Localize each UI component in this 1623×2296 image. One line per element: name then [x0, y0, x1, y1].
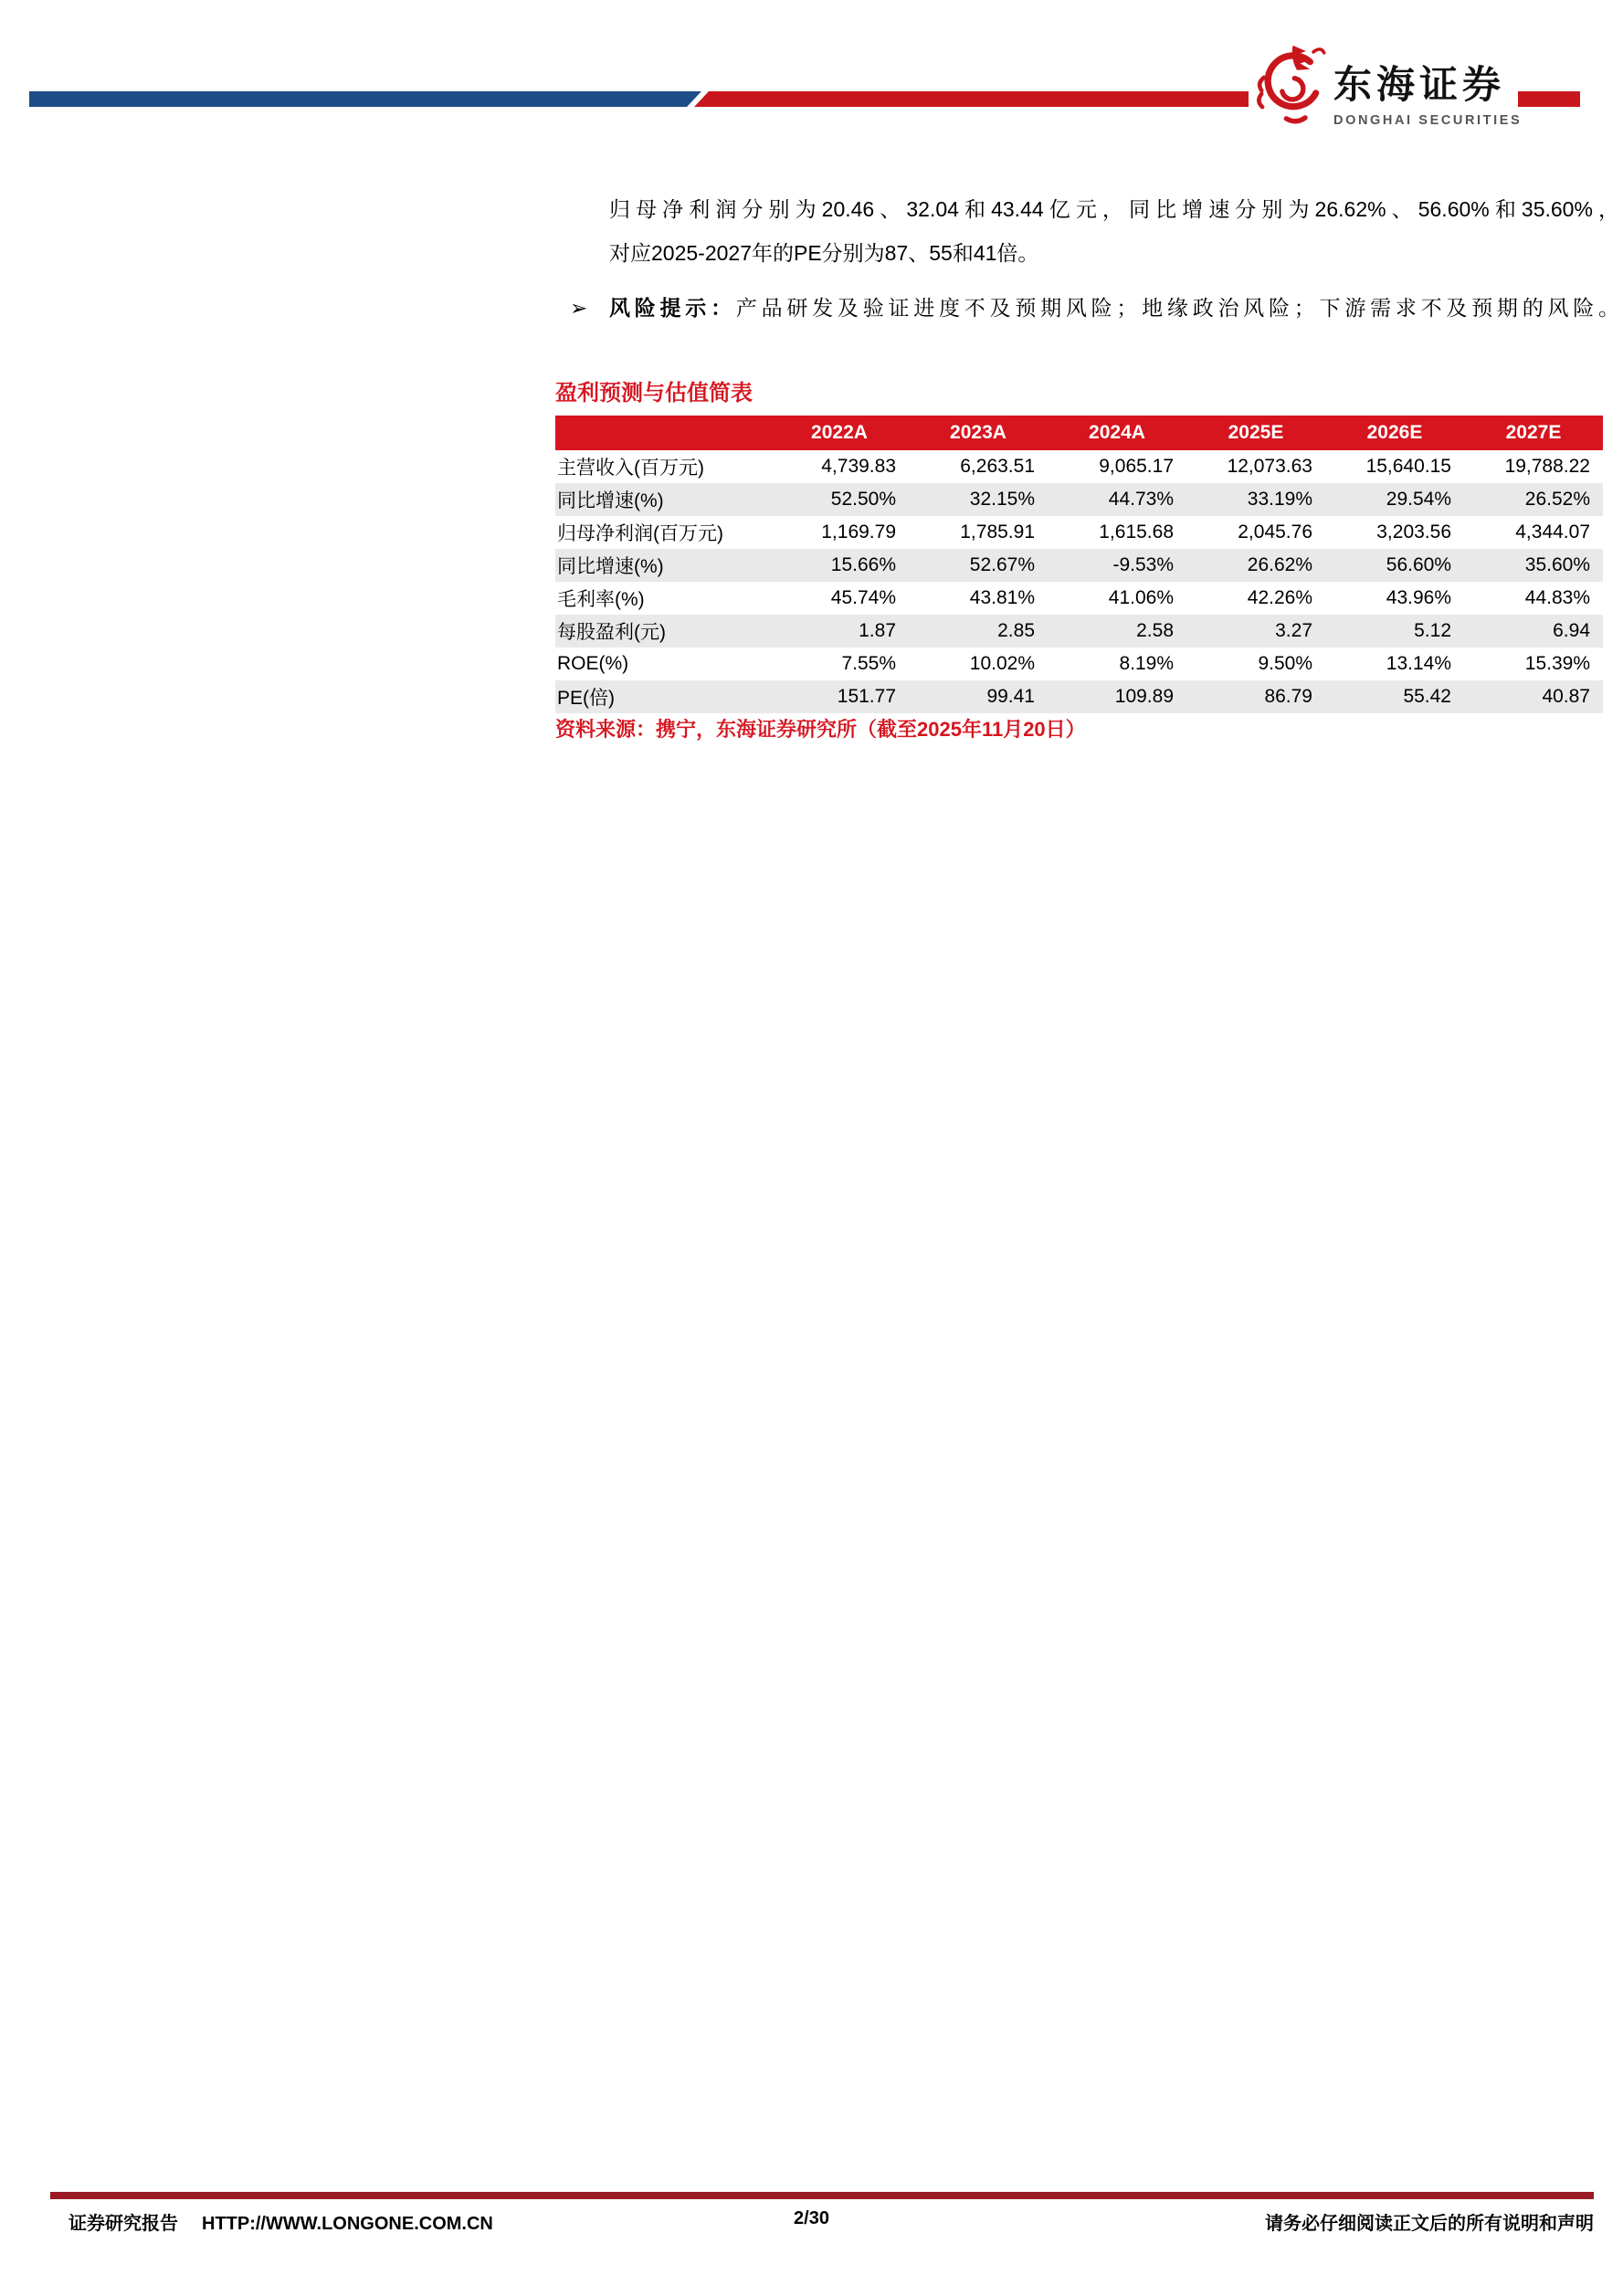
- table-row: [555, 483, 1603, 516]
- paragraph-line-1: 归母净利润分别为20.46、32.04和43.44亿元，同比增速分别为26.62%、56.60%和35.60%，: [609, 197, 1619, 221]
- table-row: [555, 450, 1603, 483]
- row-value: 4,739.83: [821, 456, 896, 477]
- row-value: 8.19%: [1119, 653, 1174, 674]
- column-header: 2026E: [1325, 416, 1464, 450]
- footer-disclaimer: 请务必仔细阅读正文后的所有说明和声明: [1265, 2214, 1594, 2234]
- forecast-valuation-table: [555, 416, 1603, 713]
- row-label: 归母净利润(百万元): [557, 523, 723, 544]
- column-header: 2022A: [770, 416, 909, 450]
- row-value: 13.14%: [1386, 653, 1451, 674]
- table-row: [555, 615, 1603, 648]
- row-value: 2.58: [1136, 620, 1174, 641]
- row-value: 26.62%: [1247, 554, 1312, 575]
- row-value: 3.27: [1275, 620, 1312, 641]
- footer-report-type: 证券研究报告: [69, 2214, 178, 2234]
- row-value: 52.50%: [830, 489, 896, 510]
- row-value: 41.06%: [1108, 587, 1174, 608]
- row-value: 1.87: [859, 620, 896, 641]
- row-label: 毛利率(%): [557, 589, 645, 610]
- row-value: 44.83%: [1524, 587, 1590, 608]
- header-blue-bar: [29, 91, 701, 107]
- brand-name-en: DONGHAI SECURITIES: [1333, 113, 1523, 128]
- row-value: 10.02%: [969, 653, 1035, 674]
- row-label: PE(倍): [557, 688, 615, 709]
- row-value: -9.53%: [1112, 554, 1174, 575]
- row-value: 29.54%: [1386, 489, 1451, 510]
- table-row: [555, 516, 1603, 549]
- table-body: [555, 450, 1603, 713]
- table-title: 盈利预测与估值简表: [555, 381, 753, 405]
- row-label: ROE(%): [557, 653, 629, 674]
- column-header: 2025E: [1186, 416, 1325, 450]
- row-value: 6,263.51: [960, 456, 1035, 477]
- row-value: 40.87: [1542, 686, 1590, 707]
- footer-divider: [50, 2192, 1594, 2199]
- row-value: 15.39%: [1524, 653, 1590, 674]
- row-value: 5.12: [1414, 620, 1451, 641]
- table-row: [555, 549, 1603, 582]
- table-corner-cell: [555, 416, 770, 450]
- row-value: 1,615.68: [1099, 521, 1174, 542]
- row-value: 33.19%: [1247, 489, 1312, 510]
- dragon-logo-icon: [1248, 38, 1330, 130]
- row-value: 15.66%: [830, 554, 896, 575]
- header-red-bar-left: [694, 91, 1249, 107]
- brand-name-cn: 东海证券: [1333, 63, 1506, 106]
- row-value: 15,640.15: [1365, 456, 1451, 477]
- row-label: 主营收入(百万元): [557, 458, 704, 479]
- row-value: 43.81%: [969, 587, 1035, 608]
- column-header: 2024A: [1048, 416, 1186, 450]
- risk-text: 产品研发及验证进度不及预期风险；地缘政治风险；下游需求不及预期的风险。: [735, 296, 1620, 320]
- table-row: [555, 648, 1603, 680]
- paragraph-line-2: 对应2025-2027年的PE分别为87、55和41倍。: [609, 241, 1039, 265]
- row-value: 9.50%: [1258, 653, 1312, 674]
- row-label: 每股盈利(元): [557, 622, 666, 643]
- row-value: 1,785.91: [960, 521, 1035, 542]
- table-row: [555, 582, 1603, 615]
- row-value: 86.79: [1264, 686, 1312, 707]
- row-value: 6.94: [1553, 620, 1590, 641]
- table-source-note: 资料来源：携宁，东海证券研究所（截至2025年11月20日）: [555, 718, 1086, 741]
- column-header: 2027E: [1464, 416, 1603, 450]
- row-value: 3,203.56: [1376, 521, 1451, 542]
- row-value: 2.85: [997, 620, 1035, 641]
- row-value: 26.52%: [1524, 489, 1590, 510]
- row-value: 4,344.07: [1515, 521, 1590, 542]
- row-value: 99.41: [986, 686, 1035, 707]
- row-label: 同比增速(%): [557, 490, 664, 511]
- row-value: 12,073.63: [1227, 456, 1312, 477]
- row-value: 43.96%: [1386, 587, 1451, 608]
- risk-label: 风险提示：: [609, 296, 736, 320]
- row-value: 44.73%: [1108, 489, 1174, 510]
- row-value: 42.26%: [1247, 587, 1312, 608]
- table-row: [555, 680, 1603, 713]
- row-value: 2,045.76: [1238, 521, 1312, 542]
- row-value: 56.60%: [1386, 554, 1451, 575]
- row-value: 19,788.22: [1504, 456, 1590, 477]
- row-value: 35.60%: [1524, 554, 1590, 575]
- row-value: 151.77: [837, 686, 896, 707]
- bullet-arrow-icon: ➢: [570, 296, 588, 320]
- row-value: 9,065.17: [1099, 456, 1174, 477]
- table-header-row: [555, 416, 1603, 450]
- column-header: 2023A: [909, 416, 1048, 450]
- footer-url: HTTP://WWW.LONGONE.COM.CN: [202, 2214, 493, 2234]
- row-value: 52.67%: [969, 554, 1035, 575]
- row-value: 32.15%: [969, 489, 1035, 510]
- row-value: 7.55%: [841, 653, 896, 674]
- footer-page-number: 2/30: [794, 2208, 829, 2228]
- row-value: 1,169.79: [821, 521, 896, 542]
- risk-statement: [609, 286, 1619, 330]
- body-paragraph: [609, 187, 1619, 275]
- row-value: 55.42: [1403, 686, 1451, 707]
- row-value: 109.89: [1114, 686, 1174, 707]
- row-value: 45.74%: [830, 587, 896, 608]
- row-label: 同比增速(%): [557, 556, 664, 577]
